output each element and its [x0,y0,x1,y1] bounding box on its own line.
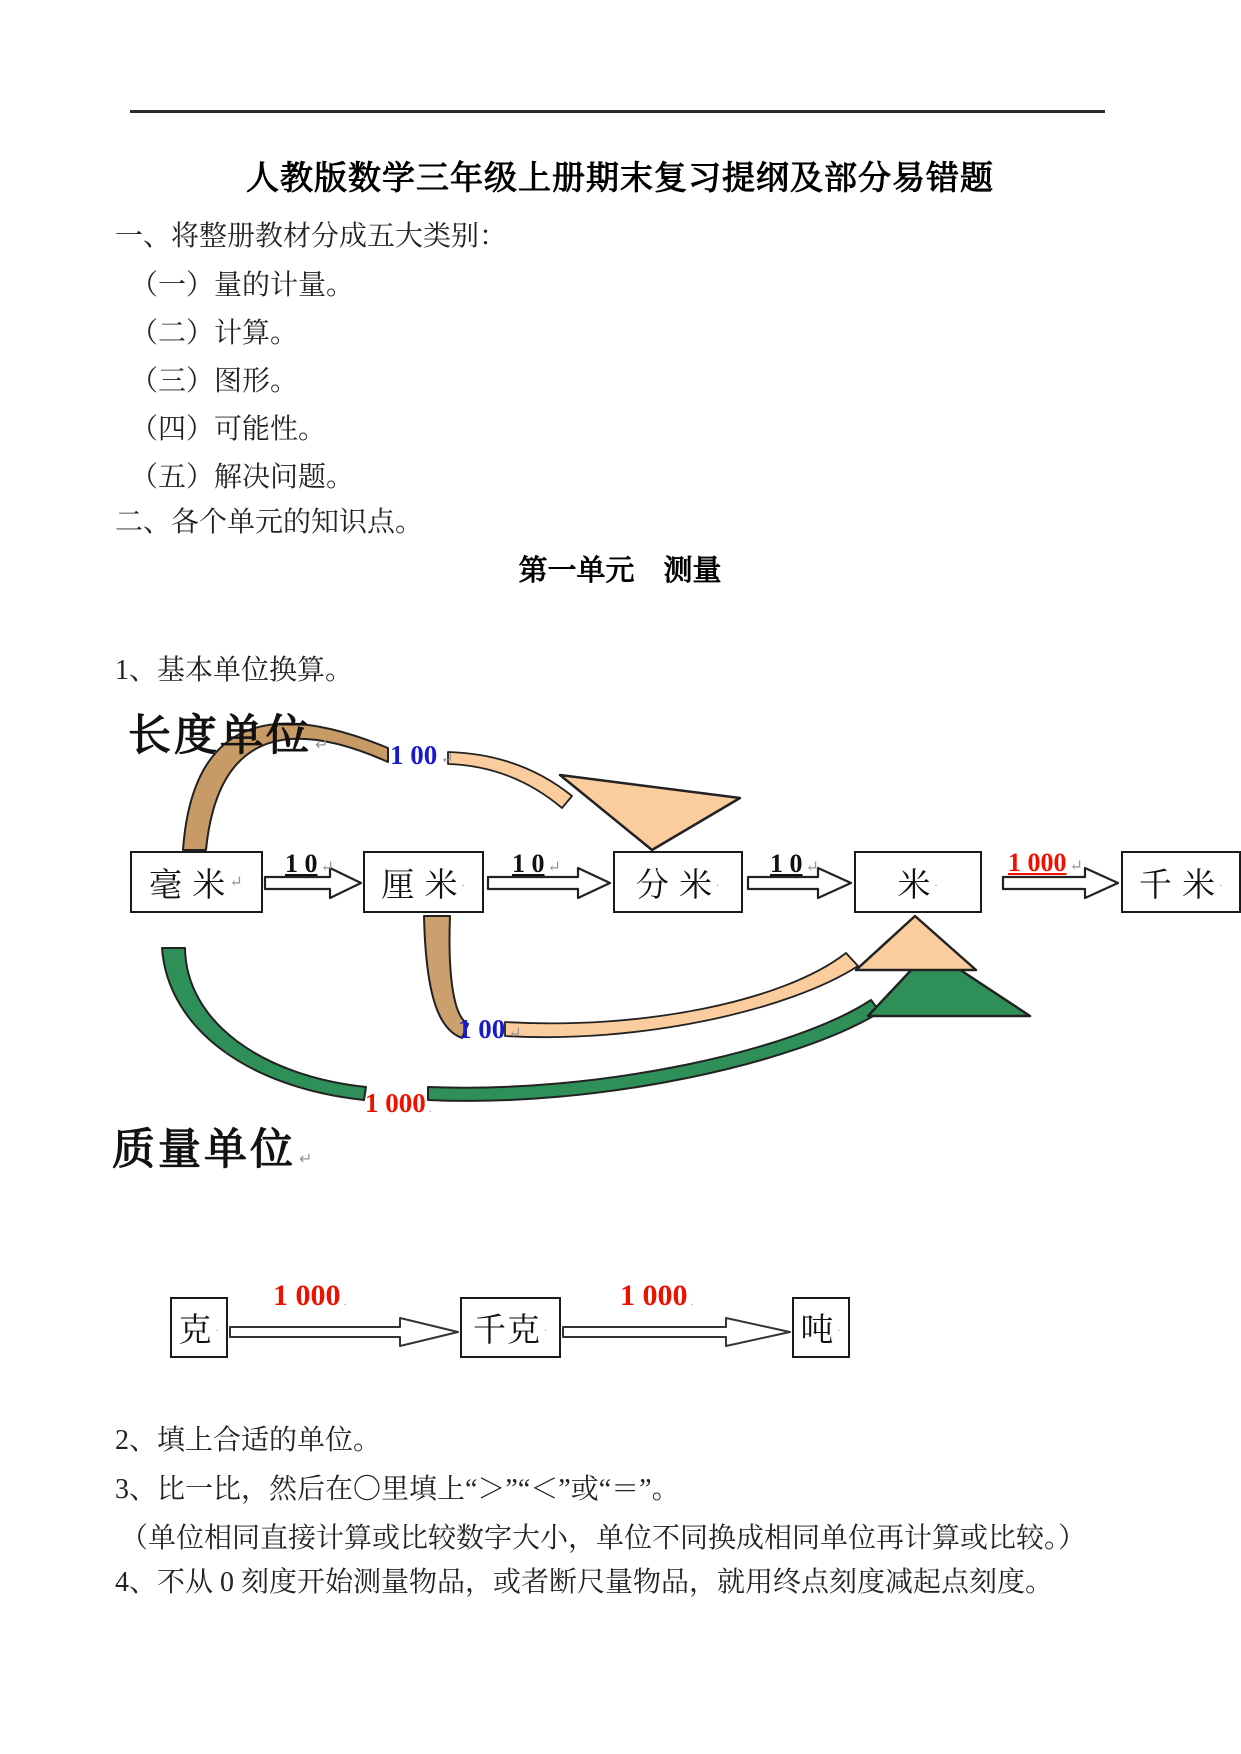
step-label-10-3 [770,849,819,879]
step-label-1000-km [1008,848,1083,878]
step-1000-text: 1 000 [1008,848,1067,877]
intro-line-1: 一、将整册教材分成五大类别： [115,221,508,252]
section-point-1: 1、基本单位换算。 [115,655,354,686]
intro-line-2: 二、各个单元的知识点。 [115,507,424,538]
unit-box-t [792,1297,850,1358]
step-10-text: 1 0 [770,849,803,878]
unit-box-m-text: 米 [897,867,932,904]
arrow-g-kg-icon [230,1318,458,1346]
mass-step-1000-1 [273,1279,347,1313]
note-line-4: 4、不从 0 刻度开始测量物品，或者断尺量物品，就用终点刻度减起点刻度。 [115,1567,1054,1598]
period-mark: . [934,874,939,889]
unit-box-cm [363,851,484,913]
step-10-text: 1 0 [512,849,545,878]
period-mark: . [837,1320,842,1334]
mass-units-text: 质量单位 [112,1126,296,1174]
unit-box-g [170,1297,228,1358]
paragraph-mark: ↵ [805,859,819,876]
paragraph-mark: ↵ [229,874,244,891]
period-mark: . [343,1294,347,1308]
unit-box-mm [130,851,263,913]
paragraph-mark: ↵ [547,859,561,876]
arc-1000-bottom-text: 1 000 [365,1088,426,1118]
paragraph-mark: ↵ [508,1025,522,1042]
peach-arrowhead-down-icon [560,775,740,850]
arc-label-1000-bottom [365,1088,432,1119]
length-units-label [128,702,331,763]
paragraph-mark: ↵ [320,859,334,876]
category-item-3: （三）图形。 [130,366,299,397]
period-mark: . [428,1101,432,1115]
unit-box-g-text: 克 [178,1313,213,1349]
unit-box-dm-text: 分 米 [635,867,714,904]
unit-box-mm-text: 毫 米 [149,867,227,904]
paragraph-mark: ↵ [440,751,454,768]
mass-step-1000-2 [620,1279,694,1313]
step-label-10-1 [285,849,334,879]
note-line-3: 3、比一比，然后在〇里填上“＞”“＜”或“＝”。 [115,1474,680,1505]
peach-arrowhead-up-icon [856,916,976,970]
paragraph-mark: ↵ [299,1151,316,1168]
period-mark: . [716,874,721,889]
unit-box-m [854,851,982,913]
arc-label-100-mid [458,1014,522,1045]
section-heading: 第一单元 测量 [518,555,722,587]
period-mark: . [544,1320,548,1334]
note-line-2: 2、填上合适的单位。 [115,1425,382,1456]
arc-100-top-text: 1 00 [390,740,438,770]
unit-box-t-text: 吨 [800,1313,835,1349]
period-mark: . [461,874,466,889]
period-mark: . [690,1294,694,1308]
mass-1000-text: 1 000 [273,1279,341,1312]
step-label-10-2 [512,849,561,879]
peach-arc-mid-right [505,953,858,1037]
note-line-3-paren: （单位相同直接计算或比较数字大小，单位不同换成相同单位再计算或比较。） [120,1523,1087,1554]
page-title: 人教版数学三年级上册期末复习提纲及部分易错题 [246,159,994,196]
paragraph-mark: ↵ [1069,858,1083,875]
paragraph-mark: ↵ [315,737,332,754]
mass-units-label [112,1116,315,1177]
mass-1000-text: 1 000 [620,1279,688,1312]
period-mark: . [215,1320,220,1334]
unit-box-kg-text: 千克 [473,1313,541,1349]
unit-box-cm-text: 厘 米 [381,867,459,904]
category-item-5: （五）解决问题。 [130,462,355,493]
peach-arc-top-right [448,752,572,808]
green-arc-left [162,948,366,1100]
unit-box-km-text: 千 米 [1138,867,1217,904]
arc-100-mid-text: 1 00 [458,1014,506,1044]
category-item-1: （一）量的计量。 [130,270,355,301]
unit-box-kg [460,1297,561,1358]
unit-box-dm [613,851,743,913]
period-mark: . [1219,874,1224,889]
category-item-2: （二）计算。 [130,318,299,349]
arrow-kg-t-icon [563,1318,790,1346]
category-item-4: （四）可能性。 [130,414,327,445]
arc-label-100-top [390,740,454,771]
length-units-text: 长度单位 [128,712,312,760]
step-10-text: 1 0 [285,849,318,878]
unit-box-km [1121,851,1241,913]
